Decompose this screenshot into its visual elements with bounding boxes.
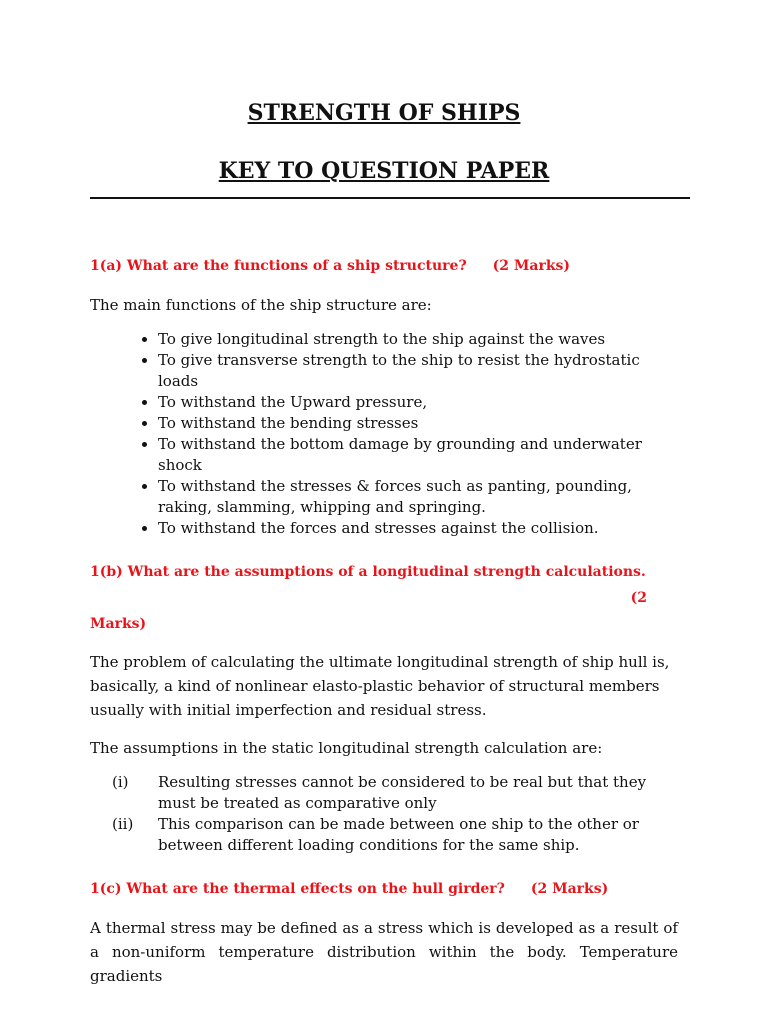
list-item: • To give longitudinal strength to the ship against the waves [158, 329, 678, 350]
list-item: • To withstand the Upward pressure, [158, 392, 678, 413]
list-item-text: Resulting stresses cannot be considered to be real but that they must be treated as comparative only [158, 773, 647, 812]
question-1c [90, 880, 678, 988]
question-1b-marks-part2: Marks) [90, 616, 147, 632]
list-item-text: This comparison can be made between one ship to the other or between different loading conditions for the same ship. [158, 815, 639, 854]
question-1a-heading [90, 257, 678, 275]
question-1c-heading [90, 880, 678, 898]
document-subtitle: KEY TO QUESTION PAPER [218, 158, 550, 184]
list-item: • To withstand the forces and stresses against the collision. [158, 518, 678, 539]
question-1c-text: 1(c) What are the thermal effects on the hull girder? [90, 881, 505, 897]
answer-1a-intro: The main functions of the ship structure are: [90, 296, 432, 314]
list-item-number: (ii) [112, 815, 134, 833]
document-title: STRENGTH OF SHIPS [247, 100, 521, 126]
list-item [90, 814, 678, 856]
question-1c-marks: (2 Marks) [530, 881, 609, 897]
question-1a-text: 1(a) What are the functions of a ship structure? [90, 258, 467, 274]
question-1b-heading: 1(b) What are the assumptions of a longitudinal strength calculations. [90, 564, 646, 580]
question-1b-marks-part1: (2 [630, 590, 647, 606]
answer-1b-paragraph-2: The assumptions in the static longitudinal strength calculation are: [90, 739, 603, 757]
question-1b [90, 563, 678, 856]
list-item: • To give transverse strength to the ship to resist the hydrostatic loads [158, 350, 678, 392]
title-divider [90, 197, 690, 199]
list-item: • To withstand the stresses & forces such as panting, pounding, raking, slamming, whipping and springing. [158, 476, 678, 518]
list-item: • To withstand the bottom damage by grounding and underwater shock [158, 434, 678, 476]
question-1a-marks: (2 Marks) [492, 258, 571, 274]
answer-1c-paragraph: A thermal stress may be defined as a stress which is developed as a result of a non-uniform temperature distribution within the body. Temperature gradients [90, 919, 678, 985]
answer-1a-list [90, 329, 678, 539]
list-item-number: (i) [112, 773, 129, 791]
answer-1b-list [90, 772, 678, 856]
list-item: • To withstand the bending stresses [158, 413, 678, 434]
list-item [90, 772, 678, 814]
answer-1b-paragraph-1: The problem of calculating the ultimate longitudinal strength of ship hull is, basically, a kind of nonlinear elasto-plastic behavior of structural members usually with initial imperfection and residual stress. [90, 653, 670, 719]
question-1a [90, 257, 678, 539]
